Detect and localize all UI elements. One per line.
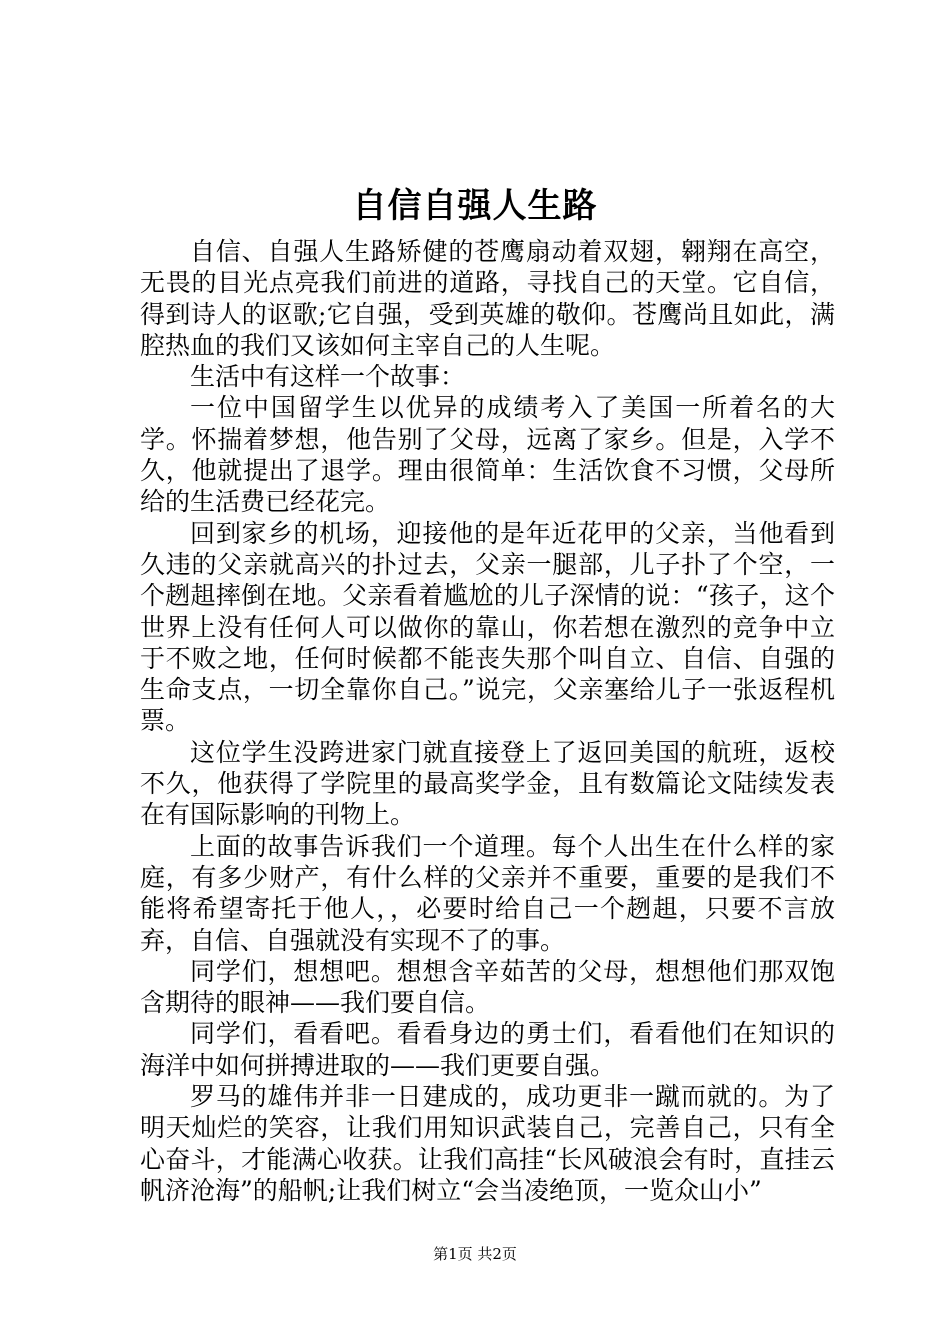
paragraph: 自信、自强人生路矫健的苍鹰扇动着双翅，翱翔在高空，无畏的目光点亮我们前进的道路，寻找自己的天堂。它自信，得到诗人的讴歌;它自强，受到英雄的敬仰。苍鹰尚且如此，满腔热血的我们又该如何主宰自己的人生呢。 [140, 237, 835, 360]
document-title: 自信自强人生路 [352, 186, 598, 226]
paragraph: 回到家乡的机场，迎接他的是年近花甲的父亲，当他看到久违的父亲就高兴的扑过去，父亲一腿部，儿子扑了个空，一个趔趄摔倒在地。父亲看着尴尬的儿子深情的说：“孩子，这个世界上没有任何人可以做你的靠山，你若想在激烈的竞争中立于不败之地，任何时候都不能丧失那个叫自立、自信、自强的生命支点，一切全靠你自己。”说完，父亲塞给儿子一张返程机票。 [140, 518, 835, 736]
paragraph: 上面的故事告诉我们一个道理。每个人出生在什么样的家庭，有多少财产，有什么样的父亲并不重要，重要的是我们不能将希望寄托于他人，，必要时给自己一个趔趄，只要不言放弃，自信、自强就没有实现不了的事。 [140, 831, 835, 955]
paragraph: 生活中有这样一个故事： [190, 362, 466, 392]
paragraph: 同学们，想想吧。想想含辛茹苦的父母，想想他们那双饱含期待的眼神——我们要自信。 [140, 956, 835, 1018]
document-body [140, 236, 835, 1206]
page-footer: 第1页 共2页 [433, 1245, 517, 1263]
paragraph: 一位中国留学生以优异的成绩考入了美国一所着名的大学。怀揣着梦想，他告别了父母，远离了家乡。但是，入学不久，他就提出了退学。理由很简单：生活饮食不习惯，父母所给的生活费已经花完。 [140, 393, 835, 517]
paragraph: 同学们，看看吧。看看身边的勇士们，看看他们在知识的海洋中如何拼搏进取的——我们更要自强。 [140, 1019, 835, 1080]
paragraph: 这位学生没跨进家门就直接登上了返回美国的航班，返校不久，他获得了学院里的最高奖学金，且有数篇论文陆续发表在有国际影响的刊物上。 [140, 737, 835, 830]
paragraph: 罗马的雄伟并非一日建成的，成功更非一蹴而就的。为了明天灿烂的笑容，让我们用知识武装自己，完善自己，只有全心奋斗，才能满心收获。让我们高挂“长风破浪会有时，直挂云帆济沧海”的船帆;让我们树立“会当凌绝顶，一览众山小” [140, 1082, 835, 1205]
